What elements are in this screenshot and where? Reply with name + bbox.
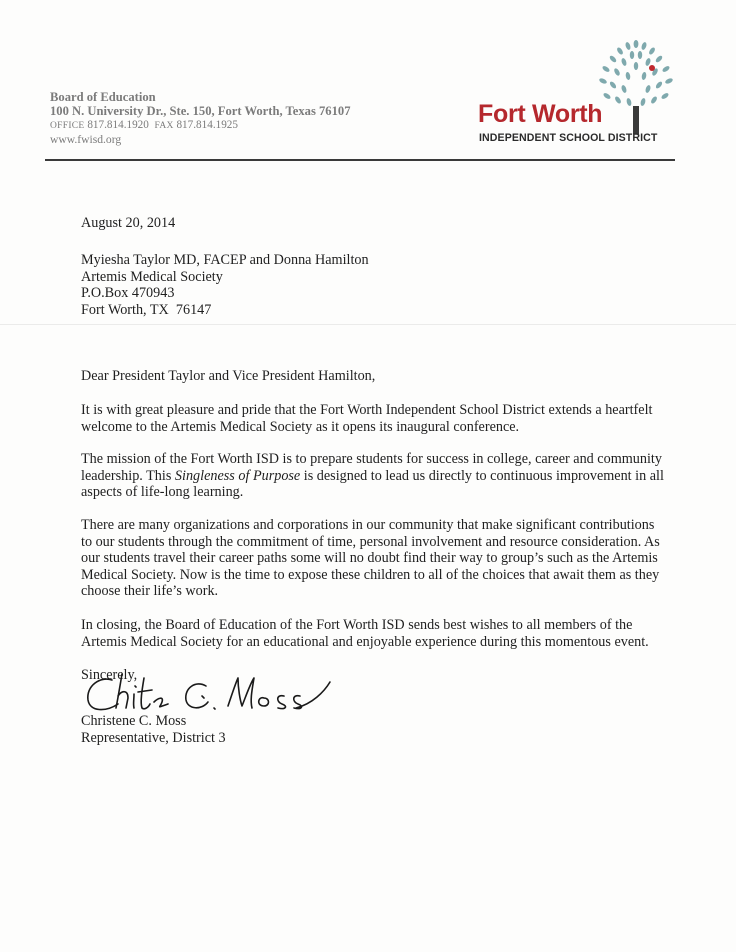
paragraph-line: to our students through the commitment of time, personal involvement and resource consideration. As: [81, 533, 660, 550]
signer-title: Representative, District 3: [81, 730, 226, 746]
recipient-line: Myiesha Taylor MD, FACEP and Donna Hamilton: [81, 252, 369, 268]
closing: Sincerely,: [81, 667, 138, 683]
letterhead-divider: [45, 159, 675, 161]
paragraph-line: choose their life’s work.: [81, 583, 219, 599]
recipient-address: [81, 252, 681, 318]
letter-date: August 20, 2014: [81, 215, 176, 231]
paragraph-line: welcome to the Artemis Medical Society as it opens its inaugural conference.: [81, 418, 520, 435]
letterhead-street: 100 N. University Dr., Ste. 150, Fort Worth, Texas 76107: [50, 104, 351, 118]
recipient-line: Fort Worth, TX 76147: [81, 301, 212, 318]
salutation: Dear President Taylor and Vice President Hamilton,: [81, 368, 376, 384]
letterhead-phones: [50, 118, 430, 133]
letterhead-address: [50, 90, 430, 147]
paragraph-line: aspects of life-long learning.: [81, 484, 244, 500]
office-label: OFFICE: [50, 121, 85, 131]
text-run: is designed to lead us directly to continuous improvement in all: [300, 467, 664, 484]
paragraph-3: [81, 517, 681, 600]
paragraph-line: There are many organizations and corporations in our community that make significant contributions: [81, 517, 655, 533]
paragraph-line: Medical Society. Now is the time to expose these children to all of the choices that await them as they: [81, 566, 660, 583]
logo-subtitle: INDEPENDENT SCHOOL DISTRICT: [479, 132, 658, 144]
text-run: leadership. This: [81, 467, 175, 484]
paper-fold-line: [0, 324, 736, 325]
recipient-line: Artemis Medical Society: [81, 268, 223, 285]
signer-name: Christene C. Moss: [81, 713, 187, 729]
paragraph-2: [81, 451, 681, 501]
paragraph-line: In closing, the Board of Education of the Fort Worth ISD sends best wishes to all members of the: [81, 617, 633, 633]
paragraph-4: [81, 617, 681, 650]
logo-wordmark: Fort Worth: [478, 100, 603, 128]
fax-phone: 817.814.1925: [176, 119, 238, 131]
fax-label: FAX: [154, 121, 174, 131]
paragraph-line: It is with great pleasure and pride that the Fort Worth Independent School District extends a heartfelt: [81, 402, 653, 418]
recipient-line: P.O.Box 470943: [81, 285, 175, 301]
paragraph-line: [81, 468, 681, 485]
paragraph-1: [81, 402, 681, 435]
paragraph-line: our students travel their career paths some will no doubt find their way to group’s such as the Artemis: [81, 550, 658, 566]
letterhead-org: Board of Education: [50, 90, 156, 104]
office-phone: 817.814.1920: [87, 119, 149, 131]
paragraph-line: Artemis Medical Society for an educational and enjoyable experience during this momentous event.: [81, 633, 649, 650]
paragraph-line: The mission of the Fort Worth ISD is to prepare students for success in college, career and community: [81, 451, 662, 467]
emphasis-text: Singleness of Purpose: [174, 467, 301, 484]
letterhead-website: www.fwisd.org: [50, 133, 122, 146]
